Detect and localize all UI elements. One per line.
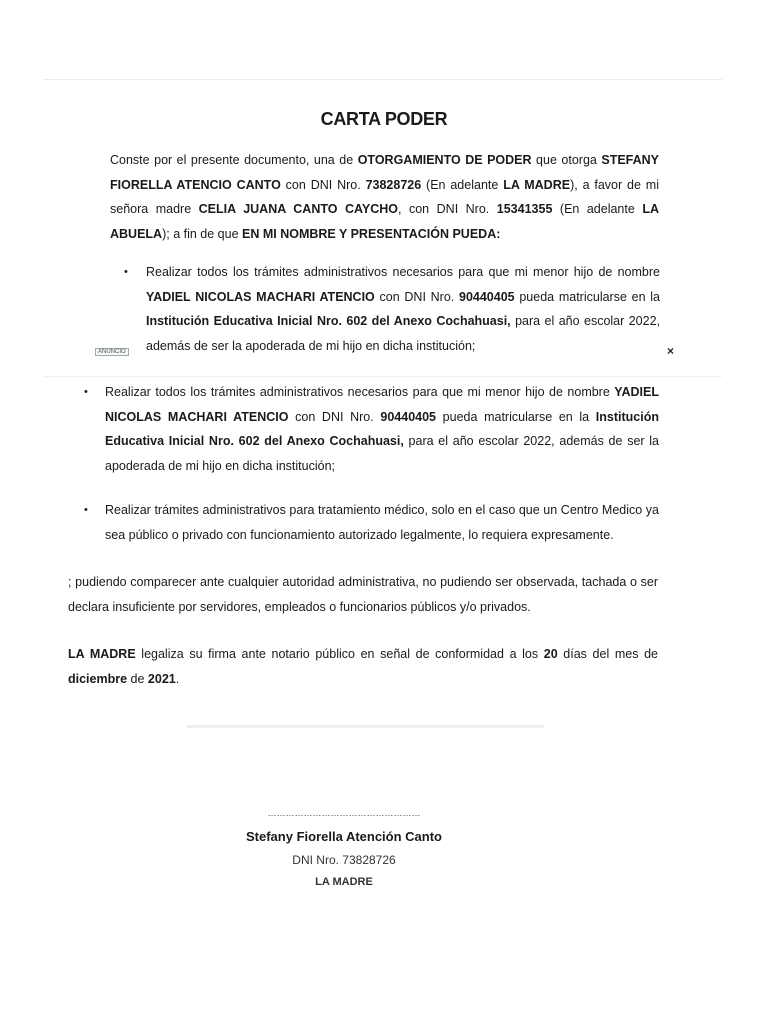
close-icon[interactable]: × xyxy=(667,344,675,358)
child-name: YADIEL NICOLAS MACHARI ATENCIO xyxy=(105,385,659,424)
intro-text-8: ); a fin de que xyxy=(162,226,243,241)
intro-text-4: (En adelante xyxy=(421,177,504,192)
attorney-name: CELIA JUANA CANTO CAYCHO xyxy=(198,202,399,216)
closing-day: 20 xyxy=(543,647,558,661)
institution-name: Institución Educativa Inicial Nro. 602 del Anexo Cochahuasi, xyxy=(105,409,659,448)
faint-divider xyxy=(187,725,544,728)
item-text: con DNI Nro. xyxy=(288,409,381,424)
closing-year: 2021 xyxy=(147,671,176,686)
intro-text-2: que otorga xyxy=(531,153,602,167)
intro-text-5: ), a favor de mi señora madre xyxy=(110,177,659,216)
intro-text-3: con DNI Nro. xyxy=(280,177,366,192)
item-text: con DNI Nro. xyxy=(374,289,459,304)
signature-line: …………………………………………… xyxy=(267,808,421,818)
item-2-text: Realizar trámites administrativos para tratamiento médico, solo en el caso que un Centro Medico ya sea público o privado con funcionamiento autorizado legalmente, lo requiera expresamente. xyxy=(105,503,659,542)
intro-text-6: , con DNI Nro. xyxy=(398,202,497,216)
ad-item-text xyxy=(146,260,660,358)
intro-text-1: Conste por el presente documento, una de xyxy=(110,153,358,167)
clause-paragraph: ; pudiendo comparecer ante cualquier autoridad administrativa, no pudiendo ser observada, tachada o ser declara insuficiente por servidores, empleados o funcionarios públicos y/o privados. xyxy=(68,575,658,614)
bullet-icon: • xyxy=(124,266,128,278)
closing-text-2: días del mes de xyxy=(557,647,659,661)
institution-name: Institución Educativa Inicial Nro. 602 del Anexo Cochahuasi, xyxy=(146,314,511,328)
item-text: para el año escolar 2022, además de ser la apoderada de mi hijo en dicha institución; xyxy=(105,434,660,473)
signer-role: LA MADRE xyxy=(315,876,373,888)
item-text: Realizar todos los trámites administrativos necesarios para que mi menor hijo de nombre xyxy=(105,385,615,399)
item-text: pueda matricularse en la xyxy=(514,289,661,304)
ad-divider xyxy=(44,376,722,377)
attorney-dni: 15341355 xyxy=(496,202,553,216)
intro-bold-1: OTORGAMIENTO DE PODER xyxy=(357,153,532,167)
bullet-icon: • xyxy=(84,504,88,516)
signer-name: Stefany Fiorella Atención Canto xyxy=(246,829,442,844)
intro-bold-8: EN MI NOMBRE Y PRESENTACIÓN PUEDA: xyxy=(242,226,501,241)
grantor-dni: 73828726 xyxy=(365,177,422,192)
item-text: pueda matricularse en la xyxy=(436,409,596,424)
intro-paragraph xyxy=(110,148,659,246)
closing-text-4: . xyxy=(175,671,180,686)
closing-paragraph xyxy=(68,642,658,691)
closing-text-3: de xyxy=(127,671,148,686)
item-text: Realizar todos los trámites administrativos necesarios para que mi menor hijo de nombre xyxy=(146,265,660,279)
signer-dni: DNI Nro. 73828726 xyxy=(292,853,396,867)
closing-text-1: legaliza su firma ante notario público en señal de conformidad a los xyxy=(135,647,544,661)
bullet-icon: • xyxy=(84,386,88,398)
child-name: YADIEL NICOLAS MACHARI ATENCIO xyxy=(146,289,375,304)
list-item-1 xyxy=(84,380,659,476)
closing-bold-1: LA MADRE xyxy=(68,647,136,661)
intro-bold-4: LA MADRE xyxy=(503,177,571,192)
child-dni: 90440405 xyxy=(380,409,437,424)
list-item-2 xyxy=(84,498,659,548)
top-divider xyxy=(44,79,722,80)
child-dni: 90440405 xyxy=(459,289,515,304)
document-title: CARTA PODER xyxy=(320,109,448,129)
intro-bold-7: LA ABUELA xyxy=(110,202,659,241)
item-1-text xyxy=(105,380,659,478)
grantor-name: STEFANY FIORELLA ATENCIO CANTO xyxy=(110,153,660,192)
ad-label: ANUNCIO xyxy=(95,348,129,356)
ad-list-item xyxy=(124,260,660,356)
item-text: para el año escolar 2022, además de ser la apoderada de mi hijo en dicha institución; xyxy=(146,314,661,353)
intro-text-7: (En adelante xyxy=(552,202,643,216)
closing-month: diciembre xyxy=(68,671,128,686)
